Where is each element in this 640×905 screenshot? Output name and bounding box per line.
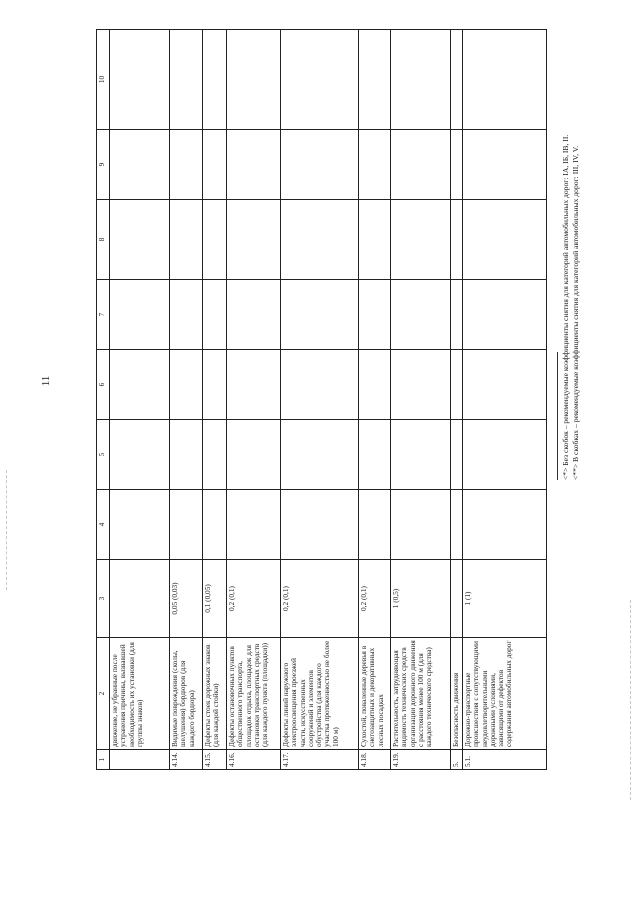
empty-cell bbox=[359, 490, 391, 560]
row-number: 4.16. bbox=[227, 750, 281, 770]
empty-cell bbox=[463, 420, 547, 490]
column-number-row bbox=[97, 30, 110, 770]
empty-cell bbox=[227, 420, 281, 490]
column-number: 9 bbox=[97, 130, 110, 200]
empty-cell bbox=[391, 490, 451, 560]
empty-cell bbox=[281, 130, 359, 200]
row-number: 4.18. bbox=[359, 750, 391, 770]
empty-cell bbox=[451, 30, 463, 130]
row-description: движение, не убранные после устранения причины, вызвавшей необходимость их установки (для группы знаков) bbox=[110, 638, 170, 750]
table-row bbox=[203, 30, 227, 770]
column-number: 6 bbox=[97, 350, 110, 420]
row-description: Дефекты стоек дорожных знаков (для каждой стойки) bbox=[203, 638, 227, 750]
empty-cell bbox=[110, 200, 170, 280]
row-coefficient bbox=[451, 560, 463, 638]
empty-cell bbox=[227, 350, 281, 420]
coefficients-table bbox=[96, 29, 547, 770]
empty-cell bbox=[359, 30, 391, 130]
row-description: Растительность, затрудняющая видимость технических средств организации дорожного движения с расстояния менее 100 м (для каждого технического средства) bbox=[391, 638, 451, 750]
table-row bbox=[359, 30, 391, 770]
row-number: 5.1. bbox=[463, 750, 547, 770]
empty-cell bbox=[391, 350, 451, 420]
empty-cell bbox=[281, 200, 359, 280]
table-row bbox=[463, 30, 547, 770]
empty-cell bbox=[359, 130, 391, 200]
empty-cell bbox=[203, 350, 227, 420]
empty-cell bbox=[451, 350, 463, 420]
column-number: 7 bbox=[97, 280, 110, 350]
section-title: Безопасность движения bbox=[451, 638, 463, 750]
empty-cell bbox=[203, 280, 227, 350]
column-number: 3 bbox=[97, 560, 110, 638]
scan-artifact bbox=[6, 470, 8, 590]
row-coefficient: 1 (1) bbox=[463, 560, 547, 638]
column-number: 5 bbox=[97, 420, 110, 490]
empty-cell bbox=[391, 420, 451, 490]
empty-cell bbox=[110, 350, 170, 420]
empty-cell bbox=[203, 30, 227, 130]
footnotes bbox=[561, 15, 580, 480]
row-number: 5. bbox=[451, 750, 463, 770]
row-coefficient: 0,2 (0,1) bbox=[359, 560, 391, 638]
empty-cell bbox=[170, 350, 203, 420]
empty-cell bbox=[451, 130, 463, 200]
empty-cell bbox=[281, 280, 359, 350]
table-row bbox=[170, 30, 203, 770]
empty-cell bbox=[463, 490, 547, 560]
table-row bbox=[391, 30, 451, 770]
row-coefficient: 0,2 (0,1) bbox=[281, 560, 359, 638]
empty-cell bbox=[281, 420, 359, 490]
empty-cell bbox=[359, 280, 391, 350]
empty-cell bbox=[227, 30, 281, 130]
empty-cell bbox=[451, 200, 463, 280]
empty-cell bbox=[227, 200, 281, 280]
empty-cell bbox=[359, 200, 391, 280]
empty-cell bbox=[391, 130, 451, 200]
empty-cell bbox=[110, 280, 170, 350]
empty-cell bbox=[170, 280, 203, 350]
row-coefficient: 0,05 (0,03) bbox=[170, 560, 203, 638]
footnote-single-asterisk: <*> Без скобок – рекомендуемые коэффициенты снятия для категорий автомобильных дорог: IA, IБ, IB, II. bbox=[561, 134, 570, 480]
empty-cell bbox=[463, 350, 547, 420]
empty-cell bbox=[170, 130, 203, 200]
table-row bbox=[281, 30, 359, 770]
rotated-page-content bbox=[96, 15, 580, 770]
empty-cell bbox=[391, 280, 451, 350]
empty-cell bbox=[463, 130, 547, 200]
column-number: 4 bbox=[97, 490, 110, 560]
empty-cell bbox=[359, 420, 391, 490]
row-description: Дефекты остановочных пунктов общественного транспорта, площадок отдыха, площадок для остановки транспортных средств (для каждого пункта (площадки)) bbox=[227, 638, 281, 750]
empty-cell bbox=[110, 420, 170, 490]
empty-cell bbox=[463, 200, 547, 280]
empty-cell bbox=[110, 490, 170, 560]
empty-cell bbox=[203, 130, 227, 200]
scan-artifact bbox=[630, 600, 632, 800]
empty-cell bbox=[110, 130, 170, 200]
empty-cell bbox=[227, 490, 281, 560]
page-number: 11 bbox=[40, 375, 52, 387]
row-coefficient: 0,2 (0,1) bbox=[227, 560, 281, 638]
footnote-double-asterisk: <**> В скобках – рекомендуемые коэффициенты снятия для категорий автомобильных дорог: III, IV, V. bbox=[570, 145, 580, 480]
row-number bbox=[110, 750, 170, 770]
empty-cell bbox=[451, 280, 463, 350]
row-description: Видимые повреждения (сколы, шелушения) бордюров (для каждого бордюра) bbox=[170, 638, 203, 750]
empty-cell bbox=[463, 280, 547, 350]
empty-cell bbox=[359, 350, 391, 420]
empty-cell bbox=[281, 350, 359, 420]
empty-cell bbox=[110, 30, 170, 130]
row-coefficient: 0,1 (0,05) bbox=[203, 560, 227, 638]
empty-cell bbox=[203, 200, 227, 280]
empty-cell bbox=[391, 200, 451, 280]
row-description: Сухостой, поваленные деревья в снегозащитных и декоративных лесных посадках bbox=[359, 638, 391, 750]
empty-cell bbox=[203, 490, 227, 560]
empty-cell bbox=[463, 30, 547, 130]
row-description: Дефекты линий наружного электроосвещения проезжей части, искусственных сооружений и элементов обустройства (для каждого участка протяженностью не более 100 м) bbox=[281, 638, 359, 750]
empty-cell bbox=[281, 490, 359, 560]
footnote-divider bbox=[557, 352, 558, 480]
table-row bbox=[451, 30, 463, 770]
row-number: 4.19. bbox=[391, 750, 451, 770]
empty-cell bbox=[451, 490, 463, 560]
empty-cell bbox=[227, 130, 281, 200]
empty-cell bbox=[391, 30, 451, 130]
empty-cell bbox=[170, 200, 203, 280]
table-row bbox=[227, 30, 281, 770]
row-coefficient bbox=[110, 560, 170, 638]
empty-cell bbox=[281, 30, 359, 130]
table-row bbox=[110, 30, 170, 770]
empty-cell bbox=[170, 420, 203, 490]
empty-cell bbox=[227, 280, 281, 350]
row-number: 4.14. bbox=[170, 750, 203, 770]
row-number: 4.17. bbox=[281, 750, 359, 770]
column-number: 10 bbox=[97, 30, 110, 130]
row-number: 4.15. bbox=[203, 750, 227, 770]
row-coefficient: 1 (0,5) bbox=[391, 560, 451, 638]
empty-cell bbox=[451, 420, 463, 490]
empty-cell bbox=[203, 420, 227, 490]
column-number: 2 bbox=[97, 638, 110, 750]
row-description: Дорожно-транспортные происшествия с сопутствующими неудовлетворительными дорожными условиями, зависящими от дефектов содержания автомобильных дорог bbox=[463, 638, 547, 750]
empty-cell bbox=[170, 490, 203, 560]
empty-cell bbox=[170, 30, 203, 130]
column-number: 1 bbox=[97, 750, 110, 770]
column-number: 8 bbox=[97, 200, 110, 280]
